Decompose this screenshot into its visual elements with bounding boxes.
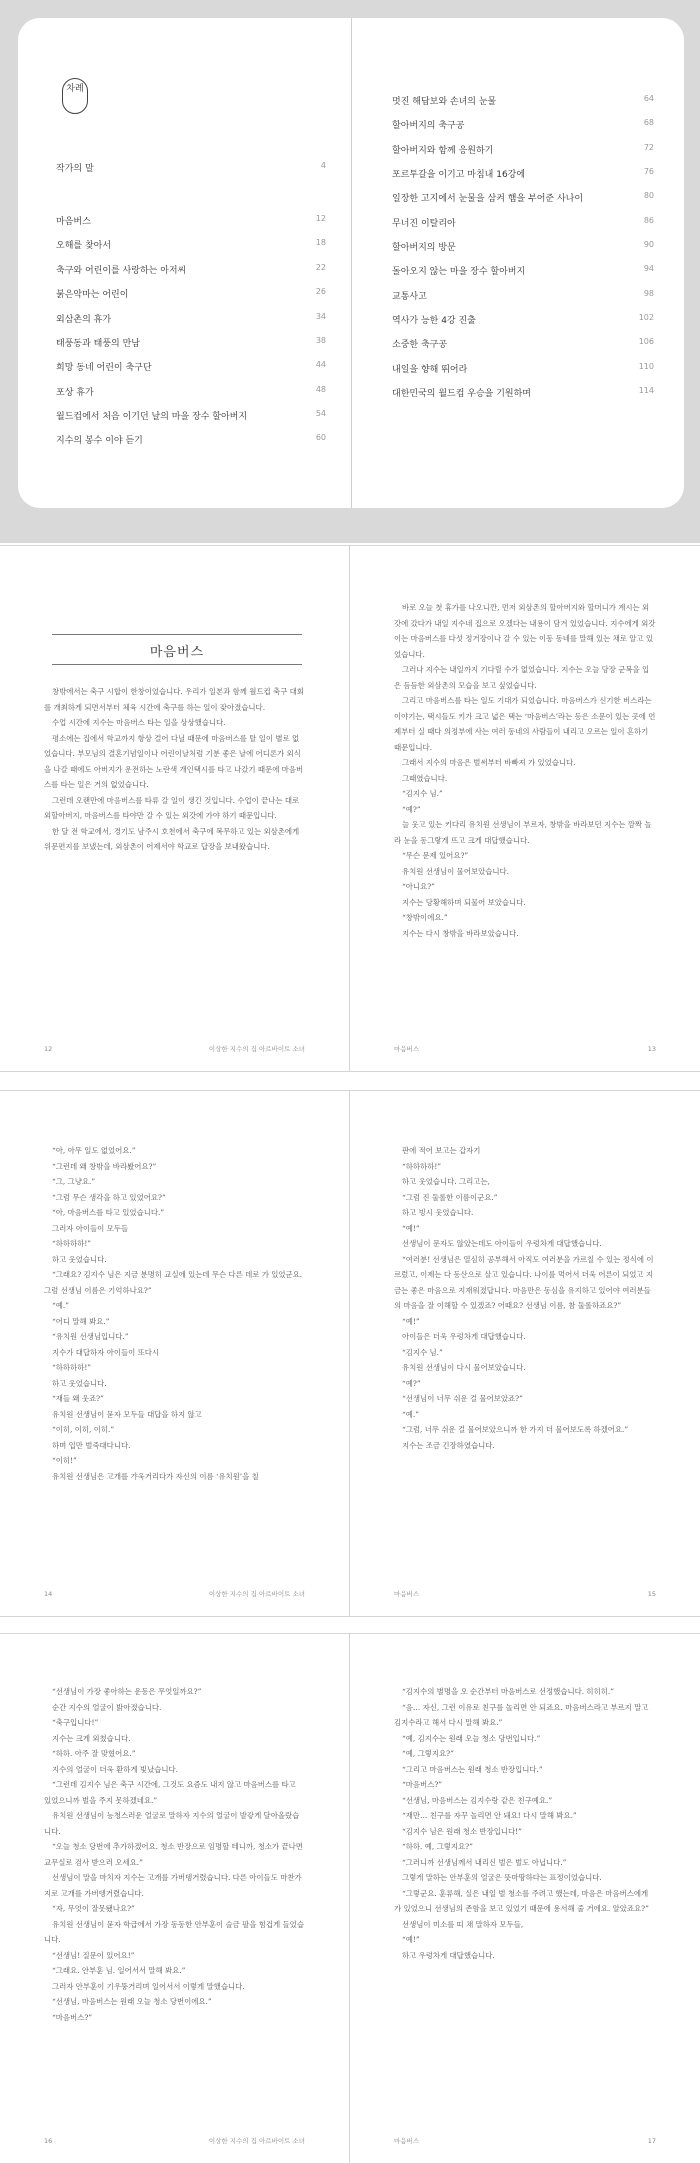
paragraph: 유치원 선생님이 묻자 모두들 대답을 하지 않고: [52, 1409, 202, 1419]
folio: 12: [44, 1045, 53, 1053]
toc-page-right: [352, 18, 684, 508]
toc-entry-page: 114: [638, 386, 654, 395]
paragraph: 하고 웃었습니다.: [52, 1254, 107, 1264]
paragraph: “재들 왜 웃죠?”: [52, 1394, 104, 1403]
toc-entry-page: 72: [643, 143, 654, 152]
paragraph: 지수는 당황해하며 되물어 보았습니다.: [402, 897, 526, 907]
paragraph: 그래서 지수의 마음은 벌써부터 바빠져 가 있었습니다.: [402, 758, 576, 767]
page-13: [350, 546, 700, 1071]
toc-entry: [392, 191, 654, 207]
paragraph: “아, 아무 일도 없었어요.”: [52, 1146, 136, 1155]
paragraph: 유치원 선생님이 능청스러운 얼굴로 말하자 지수의 얼굴이 발갛게 달아올랐습니다.: [44, 1811, 300, 1836]
toc-entry: [56, 312, 326, 328]
paragraph: 지수는 조금 긴장하였습니다.: [402, 1440, 495, 1450]
toc-entry-page: 38: [315, 336, 326, 345]
toc-entry: [392, 313, 654, 329]
paragraph: “유치원 선생님입니다.”: [52, 1332, 129, 1341]
toc-entry-page: 94: [643, 264, 654, 273]
paragraph: 유치원 선생님이 물어보았습니다.: [402, 866, 510, 876]
page-12: [0, 546, 349, 1071]
toc-entry-title: 역사가 능한 4강 진출: [392, 316, 476, 326]
paragraph: “그럼, 너무 쉬운 걸 물어보았으니까 한 가지 더 물어보도록 하겠어요.”: [402, 1425, 629, 1434]
toc-entry: [56, 360, 326, 376]
paragraph: 그러나 지수는 내일까지 기다릴 수가 없었습니다. 지수는 오늘 당장 군복을 입은 듬듬한 외삼촌의 모습을 보고 싶었습니다.: [394, 665, 650, 690]
paragraph: “여러분! 선생님은 열심히 공부해서 아직도 여러분을 가르칠 수 있는 정식에 이르렀고, 이제는 다 동산으로 살고 있습니다. 나이를 먹어서 더욱 어른이 되었고 지금는 좋은 마음으로 지재워졌답니다. 마음만은 동심을 유지하고 있어야 여러분들의 마음을 잘 이해할 수 있겠죠? 어때요? 선생님 이름, 참 둘롤하죠요?”: [394, 1254, 654, 1310]
toc-entry-page: 34: [315, 312, 326, 321]
paragraph: 늘 웃고 있는 키다리 유치원 선생님이 부르자, 창밖을 바라보던 지수는 깜짝 놀라 눈을 동그랗게 뜨고 크게 대답했습니다.: [394, 820, 652, 845]
paragraph: “그러니까 선생님께서 내리신 벌은 벌도 아닙니다.”: [402, 1857, 567, 1867]
toc-entry-page: 76: [643, 167, 654, 176]
paragraph: “김지수 님.”: [402, 789, 443, 798]
paragraph: “그런데 왜 창밖을 바라봤어요?”: [52, 1161, 157, 1171]
toc-entry-page: 4: [320, 161, 326, 170]
toc-entry-title: 멋진 해답보와 손녀의 눈물: [392, 97, 497, 107]
toc-entry-page: 26: [315, 287, 326, 296]
toc-entry-title: 마음버스: [56, 217, 91, 227]
paragraph: “아, 마음버스를 타고 있었습니다.”: [52, 1208, 165, 1217]
paragraph: “무슨 문제 있어요?”: [402, 851, 469, 860]
paragraph: “그리고 마음버스는 원래 청소 반장입니다.”: [402, 1764, 543, 1774]
paragraph: “이히, 이히, 이히.”: [52, 1425, 115, 1434]
paragraph: 수업 시간에 지수는 마음버스 타는 일을 상상했습니다.: [52, 718, 226, 727]
paragraph: “예!”: [402, 1935, 420, 1944]
toc-spread: [0, 0, 700, 543]
toc-entry: [56, 287, 326, 303]
toc-entry: [56, 336, 326, 352]
toc-entry: [56, 433, 326, 449]
paragraph: “그럼 무슨 생각을 하고 있었어요?”: [52, 1192, 166, 1202]
paragraph: 유치원 선생님은 고개를 갸욱거리다가 자신의 이름 ‘유치원’을 칠: [52, 1471, 259, 1481]
toc-entry-page: 106: [638, 337, 654, 346]
paragraph: “어디 말해 봐요.”: [52, 1316, 110, 1326]
paragraph: 평소에는 집에서 학교까지 항상 걸어 다닐 때문에 마음버스를 탈 일이 별로 없었습니다. 부모님의 결혼기념일이나 어린이날처럼 기분 좋은 날에 어디론가 외식을 나갈 때에도 아버지가 운전하는 노란색 개인택시를 타고 나갔기 때문에 마음버스를 타는 일은 거의 없었습니다.: [44, 733, 304, 789]
toc-entry-page: 90: [643, 240, 654, 249]
toc-list-right: [392, 18, 654, 508]
toc-entry-title: 일장한 고지에서 눈물을 삼켜 햄을 부어준 사나이: [392, 194, 584, 204]
toc-entry: [56, 385, 326, 401]
paragraph: “예, 김지수는 원래 오늘 청소 당번입니다.”: [402, 1733, 541, 1743]
paragraph: 그때였습니다.: [402, 773, 448, 783]
toc-entry: [392, 240, 654, 256]
toc-entry-page: 12: [315, 214, 326, 223]
paragraph: 판에 적어 보고는 갑자기: [402, 1146, 481, 1155]
toc-entry-page: 110: [638, 362, 654, 371]
toc-entry-title: 할아버지의 축구공: [392, 121, 465, 131]
paragraph: “그래요? 김지수 님은 지금 분명히 교실에 있는데 무슨 다른 데로 가 있었군요. 그럼 선생님 이름은 기억하나요?”: [44, 1270, 303, 1295]
chapter-title: 마음버스: [149, 645, 205, 660]
toc-entry-title: 내일을 향해 뛰어라: [392, 365, 468, 375]
page-text: [44, 1684, 305, 2025]
toc-entry-title: 할아버지의 방문: [392, 243, 456, 253]
page-text: [44, 684, 305, 855]
paragraph: 하고 웃었습니다. 그리고는,: [402, 1177, 490, 1186]
paragraph: 하고 웃었습니다.: [52, 1378, 107, 1388]
toc-entry-page: 44: [315, 360, 326, 369]
toc-entry-title: 월드컵에서 처음 이기던 날의 마을 장수 할아버지: [56, 412, 248, 422]
paragraph: 유치원 선생님이 다시 물어보았습니다.: [402, 1363, 526, 1372]
running-head: 마음버스: [394, 2137, 420, 2145]
folio: 13: [647, 1045, 656, 1053]
toc-entry: [392, 216, 654, 232]
paragraph: “예.”: [402, 1409, 420, 1419]
toc-entry-title: 소중한 축구공: [392, 340, 448, 350]
paragraph: “자, 무엇이 잘못됐나요?”: [52, 1904, 135, 1913]
toc-entry-title: 외삼촌의 휴가: [56, 315, 112, 325]
toc-entry-page: 102: [638, 313, 654, 322]
paragraph: 순간 지수의 얼굴이 밝아졌습니다.: [52, 1702, 162, 1712]
toc-entry-page: 60: [315, 433, 326, 442]
toc-list-left: [56, 18, 326, 508]
paragraph: “선생님, 마음버스는 김지수랑 같은 친구예요.”: [402, 1795, 553, 1805]
paragraph: “이히!”: [52, 1456, 77, 1465]
toc-entry-title: 태풍동과 태풍의 만남: [56, 339, 140, 349]
paragraph: “선생님! 질문이 있어요!”: [52, 1950, 135, 1960]
paragraph: 선생님이 미소를 띠 채 말하자 모두들,: [402, 1919, 524, 1929]
paragraph: “예!”: [402, 1223, 420, 1233]
paragraph: 그러자 아이들이 모두들: [52, 1223, 129, 1233]
toc-entry: [392, 337, 654, 353]
toc-entry-title: 포상 휴가: [56, 388, 94, 398]
paragraph: 하고 빙시 웃었습니다.: [402, 1208, 474, 1217]
paragraph: “그렇군요. 훈류해, 실은 내일 벌 청소를 주려고 했는데, 마음은 마음버스에게 가 있었으니 선생님의 존함을 보고 있었기 때문에 용서해 줄 거에요. 알았죠요?”: [394, 1888, 649, 1913]
paragraph: “예?”: [402, 1378, 421, 1388]
paragraph: “예.”: [52, 1301, 70, 1310]
toc-entry: [392, 264, 654, 280]
paragraph: 그렇게 말하는 안부훈의 얼굴은 뜻마땅하다는 표정이었습니다.: [402, 1873, 602, 1882]
page-text: [394, 1143, 656, 1453]
toc-entry: [392, 143, 654, 159]
toc-entry: [392, 167, 654, 183]
paragraph: “하하. 아주 잘 맞혔어요.”: [52, 1749, 136, 1758]
toc-entry-page: 54: [315, 409, 326, 418]
toc-entry-title: 할아버지와 함께 응원하기: [392, 146, 494, 156]
running-head: 이상한 지수의 집 아르바이트 소녀: [208, 2137, 305, 2145]
toc-entry-page: 86: [643, 216, 654, 225]
paragraph: “재만… 친구를 자꾸 놀리면 안 돼요! 다시 말해 봐요.”: [402, 1811, 577, 1820]
paragraph: “하하하하!”: [402, 1161, 442, 1171]
spread-16-17: [0, 1633, 700, 2164]
paragraph: 선생님이 문자도 않았는데도 아이들이 우렁차게 대답했습니다.: [402, 1239, 602, 1248]
toc-entry: [56, 409, 326, 425]
paragraph: “창밖이에요.”: [402, 913, 448, 922]
paragraph: “그래요. 안부훈 님. 일어서서 말해 봐요.”: [52, 1966, 186, 1975]
page-17: [350, 1634, 700, 2163]
toc-entry: [392, 362, 654, 378]
paragraph: 하고 우렁차게 대답했습니다.: [402, 1950, 495, 1960]
paragraph: 지수의 얼굴이 더욱 환하게 빛났습니다.: [52, 1764, 178, 1774]
paragraph: “김지수 님.”: [402, 1347, 443, 1357]
toc-entry-title: 대한민국의 월드컵 우승을 기원하며: [392, 389, 531, 399]
paragraph: 창밖에서는 축구 시합이 한창이었습니다. 우리가 일본과 함께 월드컵 축구 대회를 개최하게 되면서부터 체육 시간에 축구를 하는 일이 잦아졌습니다.: [44, 687, 304, 712]
paragraph: 한 달 전 학교에서, 경기도 남주시 호천에서 축구에 복무하고 있는 외삼촌에게 위문편지를 보냈는데, 외삼촌이 어제서야 학교로 답장을 보내왔습니다.: [44, 826, 300, 851]
running-head: 이상한 지수의 집 아르바이트 소녀: [208, 1590, 305, 1598]
toc-entry-title: 포르투갈을 이기고 마침내 16강에: [392, 170, 526, 180]
running-head: 마음버스: [394, 1590, 420, 1598]
toc-entry: [56, 161, 326, 177]
paragraph: 바로 오늘 첫 휴가를 나오니깐, 먼저 외삼촌의 할아버지와 할머니가 계시는 외갓에 갔다가 내일 지수네 집으로 오겠다는 내용이 담겨 있었습니다. 지수에게 외갓이는 마음버스를 다섯 정거장이나 갈 수 있는 이동 동네를 말해 있는 채로 알고 있었습니다.: [394, 603, 656, 659]
toc-entry-page: 98: [643, 289, 654, 298]
toc-entry-title: 축구와 어린이를 사랑하는 아저씨: [56, 266, 187, 276]
toc-entry: [56, 214, 326, 230]
paragraph: 지수가 대답하자 아이들이 또다시: [52, 1347, 160, 1357]
toc-entry-title: 무너진 이탈리아: [392, 219, 456, 229]
spread-14-15: [0, 1090, 700, 1617]
toc-entry-title: 교통사고: [392, 292, 427, 302]
folio: 14: [44, 1590, 53, 1598]
folio: 17: [647, 2137, 656, 2145]
toc-entry: [392, 118, 654, 134]
toc-entry: [392, 94, 654, 110]
paragraph: “마음버스?”: [52, 2012, 93, 2022]
paragraph: 그리고 마음버스를 타는 일도 기대가 되었습니다. 마음버스가 신기한 버스라는 이야기는, 택시들도 키가 크고 넓은 택는 ‘마음버스’라는 등은 소문이 있는 곳에 언제부터 실 때다 의정부에 사는 여러 동네의 사람들이 내리고 오르는 일이 흔하기 때문입니다.: [394, 696, 656, 752]
spread-12-13: [0, 545, 700, 1072]
toc-entry-title: 지수의 봉수 이야 듣기: [56, 436, 143, 446]
running-head: 마음버스: [394, 1045, 420, 1053]
paragraph: “선생님이 너무 쉬운 걸 물어보았죠?”: [402, 1394, 523, 1403]
page-text: [394, 600, 656, 941]
paragraph: “김지수의 별명을 오 순간부터 마음버스로 선정했습니다. 히히히.”: [402, 1687, 614, 1696]
toc-entry: [56, 238, 326, 254]
toc-entry: [392, 289, 654, 305]
toc-entry-title: 희망 동네 어린이 축구단: [56, 363, 152, 373]
page-16: [0, 1634, 349, 2163]
paragraph: “하하하하!”: [52, 1363, 92, 1372]
paragraph: “선생님, 마음버스는 원래 오늘 청소 당번이에요.”: [52, 1997, 212, 2006]
paragraph: 유치원 선생님이 묻자 학급에서 가장 동동한 안부훈이 슬금 팔을 힘겁게 들었습니다.: [44, 1919, 304, 1944]
paragraph: “선생님이 가장 좋아하는 운동은 무엇일까요?”: [52, 1687, 202, 1696]
paragraph: “음… 자신, 그런 이유로 친구를 놀리면 안 되죠요. 마음버스라고 부르지 말고 김지수라고 해서 다시 말해 봐요.”: [394, 1702, 649, 1727]
toc-entry-page: 80: [643, 191, 654, 200]
chapter-rule-top: [52, 634, 302, 635]
paragraph: “오늘 청소 당번에 추가하겠어요. 청소 반장으로 임명할 테니까, 청소가 끝나면 교무실로 검사 받으러 오세요.”: [44, 1842, 303, 1867]
page-text: [394, 1684, 656, 1963]
paragraph: 그런데 오랜만에 마음버스를 타류 갈 일이 생긴 것입니다. 수업이 끝나는 대로 외할아버지, 마음버스를 타야만 갈 수 있는 외갓에 가야 하기 때문입니다.: [44, 795, 300, 820]
toc-entry-page: 68: [643, 118, 654, 127]
paragraph: 하며 입만 벌죽대다니다.: [52, 1440, 131, 1450]
toc-badge: 차례: [62, 78, 88, 114]
toc-entry-title: 오해를 찾아서: [56, 241, 112, 251]
paragraph: “예, 그렇지요?”: [402, 1749, 454, 1758]
toc-entry: [392, 386, 654, 402]
paragraph: “그럼 진 둘롤한 이름이군요.”: [402, 1192, 498, 1202]
toc-entry-title: 작가의 말: [56, 164, 94, 174]
toc-entry-page: 22: [315, 263, 326, 272]
paragraph: “하하하하!”: [52, 1239, 92, 1248]
paragraph: “마음버스?”: [402, 1780, 443, 1789]
paragraph: “김지수 님은 원래 청소 반장입니다!”: [402, 1826, 522, 1836]
paragraph: “축구입니다!”: [52, 1718, 99, 1727]
folio: 15: [647, 1590, 656, 1598]
paragraph: 지수는 크게 외쳤습니다.: [52, 1733, 131, 1743]
page-15: [350, 1091, 700, 1616]
paragraph: 아이들은 더욱 우렁차게 대답했습니다.: [402, 1332, 526, 1341]
running-head: 이상한 지수의 집 아르바이트 소녀: [208, 1045, 305, 1053]
paragraph: 지수는 다시 창밖을 바라보았습니다.: [402, 928, 519, 938]
paragraph: “하하. 예, 그렇지요?”: [402, 1842, 473, 1851]
toc-page-left: [18, 18, 351, 508]
page-text: [44, 1143, 305, 1484]
paragraph: “그런데 김지수 님은 축구 시간에, 그것도 요즘도 내지 않고 마음버스를 타고 있었으니까 벌을 주지 못하겠네요.”: [44, 1780, 296, 1805]
toc-entry-page: 64: [643, 94, 654, 103]
paragraph: “예?”: [402, 804, 421, 814]
paragraph: 선생님이 말을 마치자 지수는 고개를 가버뎅거렸습니다. 다른 아이들도 마찬가지로 고개를 가버뎅거렸습니다.: [44, 1873, 302, 1898]
toc-entry: [56, 263, 326, 279]
toc-entry-title: 돌아오지 않는 마을 장수 할아버지: [392, 267, 526, 277]
paragraph: “예!”: [402, 1316, 420, 1326]
paragraph: “아니요?”: [402, 882, 435, 891]
toc-entry-page: 48: [315, 385, 326, 394]
toc-entry-title: 붉은악마는 어린이: [56, 290, 129, 300]
paragraph: “그, 그냥요.”: [52, 1177, 96, 1186]
paragraph: 그러자 안부훈이 기우뚱거리며 일어서서 이렇게 말했습니다.: [52, 1981, 245, 1991]
toc-entry-page: 18: [315, 238, 326, 247]
folio: 16: [44, 2137, 53, 2145]
page-14: [0, 1091, 349, 1616]
chapter-rule-bottom: [52, 664, 302, 665]
